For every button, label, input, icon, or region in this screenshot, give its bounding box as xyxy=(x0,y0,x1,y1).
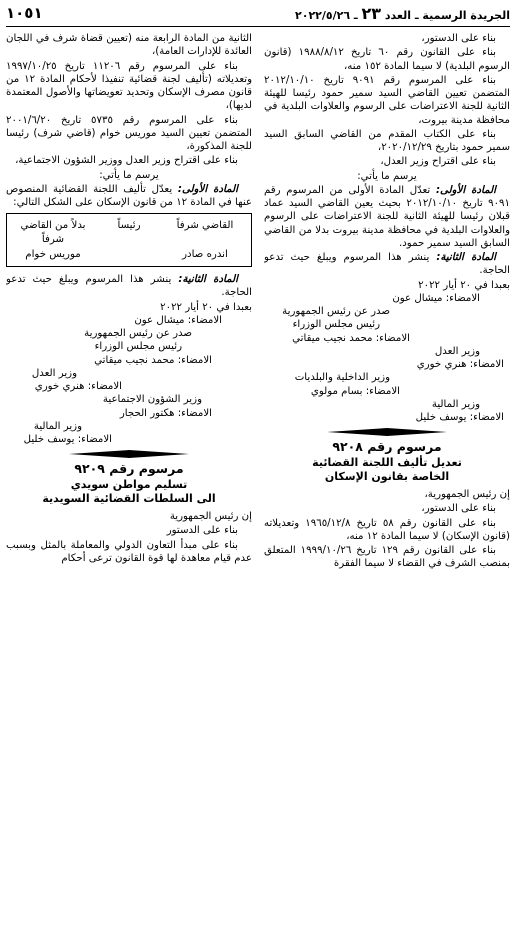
preamble-paragraph: إن رئيس الجمهورية xyxy=(169,511,252,523)
issued-by: صدر عن رئيس الجمهورية xyxy=(84,328,192,339)
minister-signature: الامضاء: يوسف خليل xyxy=(23,434,112,445)
preamble-paragraph: بناء على الدستور xyxy=(166,525,238,537)
table-cell: اندره صادر xyxy=(182,248,228,260)
decrees-phrase: يرسم ما يأتي: xyxy=(357,170,417,182)
decree-subtitle: الخاصة بقانون الإسكان xyxy=(324,469,450,483)
signature-block xyxy=(264,279,510,425)
article-label: المادة الأولى: xyxy=(435,184,496,196)
article-text: ينشر هذا المرسوم ويبلغ حيث تدعو الحاجة. xyxy=(264,252,510,277)
decree-title: مرسوم رقم ٩٢٠٩ xyxy=(74,461,184,477)
preamble-paragraph: بناء على اقتراح وزير العدل، xyxy=(380,156,496,168)
minister-title: وزير المالية xyxy=(431,398,480,410)
signing-date: بعبدا في ٢٠ أيار ٢٠٢٢ xyxy=(418,279,510,291)
section-divider xyxy=(6,450,252,458)
decree-subtitle: الى السلطات القضائية السويدية xyxy=(42,491,216,505)
pm-title: رئيس مجلس الوزراء xyxy=(94,341,182,353)
title-date: ـ ٢٠٢٢/٥/٢٦ xyxy=(295,8,358,22)
table-row xyxy=(15,248,243,261)
preamble-paragraph: بناء على اقتراح وزير العدل ووزير الشؤون الاجتماعية، xyxy=(15,155,238,167)
issued-by: صدر عن رئيس الجمهورية xyxy=(282,306,390,317)
article-2 xyxy=(6,273,252,300)
preamble-paragraph: بناء على القانون رقم ٦٠ تاريخ ١٩٨٨/٨/١٢ (قانون الرسوم البلدية) لا سيما المادة ١٥٢ منه، xyxy=(264,47,510,72)
divider-ornament xyxy=(327,428,447,436)
minister-signature: الامضاء: بسام مولوي xyxy=(310,385,400,397)
preamble-paragraph: بناء على القانون رقم ٥٨ تاريخ ١٩٦٥/١٢/٨ وتعديلاته (قانون الإسكان) لا سيما المادة ١٢ منه، xyxy=(264,517,510,542)
decree-subtitle: تسليم مواطن سويدي xyxy=(70,477,188,491)
preamble-paragraph: بناء على المرسوم رقم ٥٧٣٥ تاريخ ٢٠٠١/٦/٢٠ المتضمن تعيين السيد موريس خوام (قاضي شرف) رئيسا للجنة المذكورة، xyxy=(6,114,252,152)
preamble-paragraph: بناء على الدستور، xyxy=(421,503,496,515)
composition-table xyxy=(6,213,252,267)
minister-title: وزير المالية xyxy=(33,420,82,432)
preamble-paragraph: الثانية من المادة الرابعة منه (تعيين قضاة شرف في اللجان العائدة للإدارات العامة)، xyxy=(6,33,252,58)
decree-title: مرسوم رقم ٩٢٠٨ xyxy=(332,439,442,455)
section-divider xyxy=(264,428,510,436)
article-1 xyxy=(6,183,252,210)
signing-date: بعبدا في ٢٠ أيار ٢٠٢٢ xyxy=(160,301,252,313)
table-cell xyxy=(91,248,167,261)
right-column xyxy=(264,32,510,930)
minister-signature: الامضاء: يوسف خليل xyxy=(415,412,504,423)
table-cell: موريس خوام xyxy=(25,248,81,260)
preamble-paragraph: بناء على المرسوم رقم ١١٢٠٦ تاريخ ١٩٩٧/١٠/٢٥ وتعديلاته (تأليف لجنة قضائية تنفيذا لأحكام المادة ١٢ من قانون مصرف الإسكان وتحديد تعويضاتها والأصول المعتمدة لديها)، xyxy=(6,60,252,112)
preamble-paragraph: إن رئيس الجمهورية، xyxy=(424,489,510,501)
decree-subtitle: تعديل تأليف اللجنة القضائية xyxy=(312,455,462,469)
pm-signature: الامضاء: محمد نجيب ميقاتي xyxy=(94,354,212,366)
article-text: ينشر هذا المرسوم ويبلغ حيث تدعو الحاجة. xyxy=(6,274,252,299)
article-1 xyxy=(264,184,510,250)
minister-signature: الامضاء: هكتور الحجار xyxy=(119,407,212,419)
article-2 xyxy=(264,251,510,278)
table-row xyxy=(15,219,243,246)
gazette-title xyxy=(295,4,510,25)
divider-ornament xyxy=(69,450,189,458)
left-column xyxy=(6,32,252,930)
president-signature: الامضاء: ميشال عون xyxy=(392,292,480,304)
minister-title: وزير العدل xyxy=(31,367,77,379)
pm-title: رئيس مجلس الوزراء xyxy=(292,319,380,331)
preamble-paragraph: بناء على الدستور، xyxy=(421,33,496,44)
president-signature: الامضاء: ميشال عون xyxy=(134,314,222,326)
pm-signature: الامضاء: محمد نجيب ميقاتي xyxy=(292,332,410,344)
article-label: المادة الثانية: xyxy=(436,252,496,263)
preamble-paragraph: بناء على المرسوم رقم ٩٠٩١ تاريخ ٢٠١٢/١٠/١٠ المتضمن تعيين القاضي السيد سمير حمود رئيسا للهيئة الثانية للجنة الاعتراضات على الرسوم والعلاوات البلدية في محافظة مدينة بيروت، xyxy=(264,74,510,126)
minister-signature: الامضاء: هنري خوري xyxy=(34,381,122,392)
minister-title: وزير الداخلية والبلديات xyxy=(294,372,390,384)
issue-number: ٢٣ xyxy=(361,3,382,23)
article-text: تعدّل المادة الأولى من المرسوم رقم ٩٠٩١ تاريخ ٢٠١٢/١٠/١٠ بحيث يعين القاضي السيد عماد قبلان رئيسا للهيئة الثانية للجنة الاعتراضات على الرسوم والعلاوات البلدية في محافظة مدينة بيروت بدلا من القاضي السابق السيد سمير حمود. xyxy=(264,184,510,249)
table-cell: رئيساً xyxy=(117,220,141,232)
preamble-paragraph: بناء على القانون رقم ١٢٩ تاريخ ١٩٩٩/١٠/٢٦ المتعلق بمنصب الشرف في القضاء لا سيما الفقرة xyxy=(264,545,510,570)
minister-signature: الامضاء: هنري خوري xyxy=(416,359,504,370)
signature-block xyxy=(6,301,252,447)
preamble-paragraph: بناء على مبدأ التعاون الدولي والمعاملة بالمثل وبسبب عدم قيام معاهدة لها قوة القانون ترعى أحكام xyxy=(6,539,252,564)
article-text: يعدّل تأليف اللجنة القضائية المنصوص عنها في المادة ١٢ من قانون الإسكان على الشكل التالي: xyxy=(6,183,252,208)
article-label: المادة الأولى: xyxy=(177,183,238,195)
table-cell: بدلاً من القاضي شرفاً xyxy=(20,220,86,245)
decrees-phrase: يرسم ما يأتي: xyxy=(99,169,159,181)
page-header xyxy=(6,2,510,27)
preamble-paragraph: بناء على الكتاب المقدم من القاضي السابق السيد سمير حمود بتاريخ ٢٠٢٠/١٢/٢٩، xyxy=(264,128,510,153)
article-label: المادة الثانية: xyxy=(178,274,238,285)
table-cell: القاضي شرفاً xyxy=(176,220,234,232)
page-number: ١٠٥١ xyxy=(6,4,43,23)
title-prefix: الجريدة الرسمية ـ العدد xyxy=(384,8,510,22)
minister-title: وزير الشؤون الاجتماعية xyxy=(102,394,202,406)
minister-title: وزير العدل xyxy=(434,345,480,357)
